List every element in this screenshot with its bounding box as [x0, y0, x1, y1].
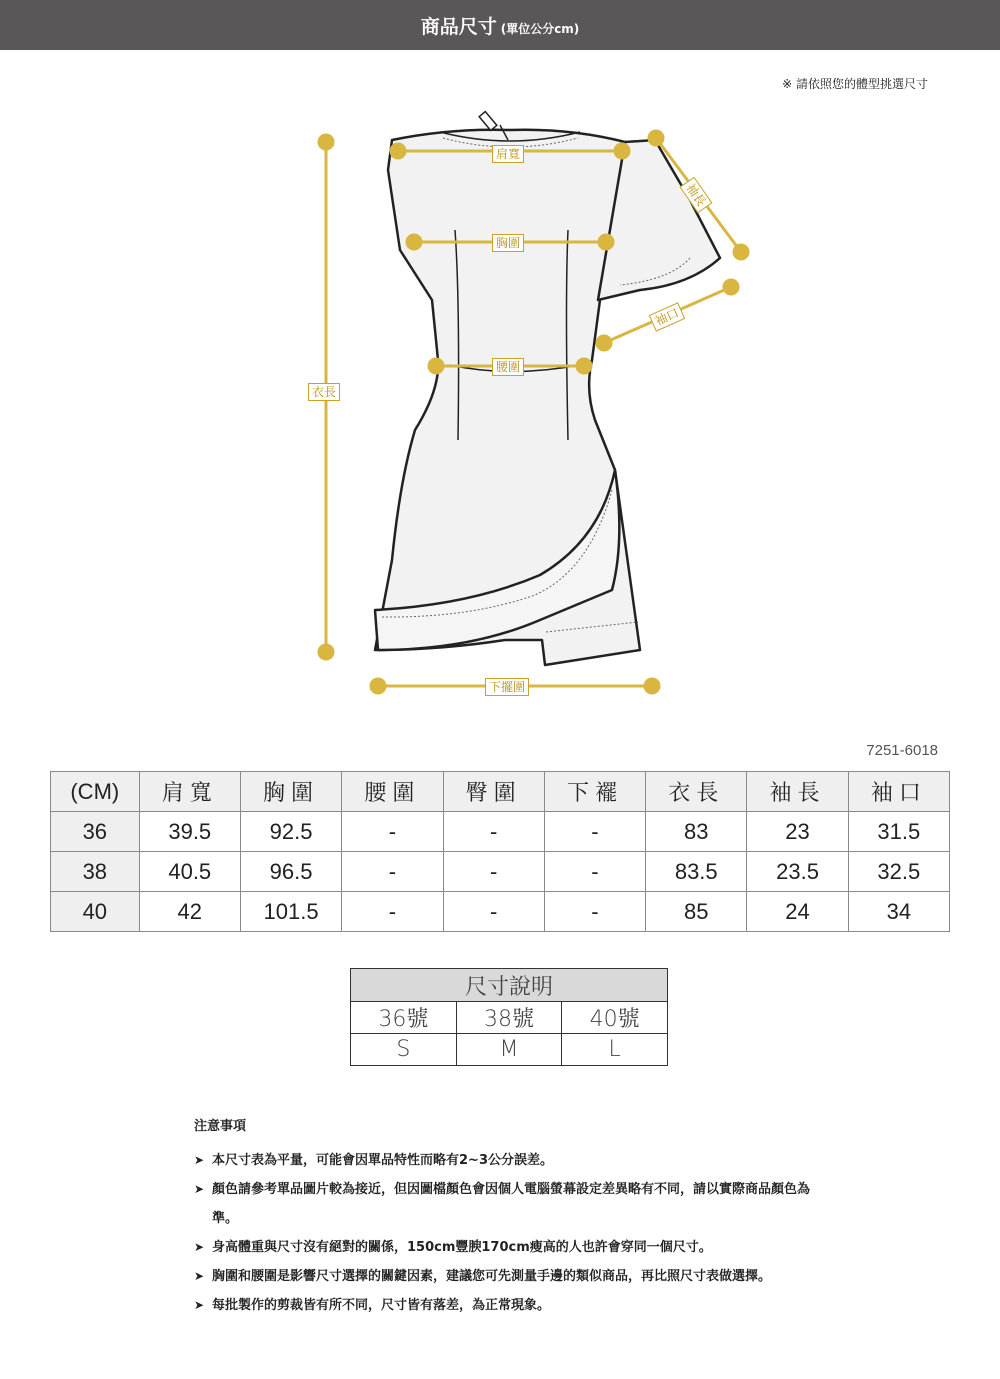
header-title: 商品尺寸 — [420, 16, 497, 38]
size-cell: 36 — [51, 812, 140, 852]
table-cell: 31.5 — [848, 812, 949, 852]
size-letter-cell: S — [351, 1034, 457, 1066]
size-cell: 40 — [51, 892, 140, 932]
size-advice-note: ※ 請依照您的體型挑選尺寸 — [782, 77, 928, 91]
table-row — [51, 812, 950, 852]
note-text: 顏色請參考單品圖片較為接近，但因圖檔顏色會因個人電腦螢幕設定差異略有不同，請以實際商品顏色為準。 — [212, 1182, 811, 1226]
table-cell: - — [443, 852, 544, 892]
table-cell: 96.5 — [240, 852, 341, 892]
table-cell: 42 — [139, 892, 240, 932]
table-cell: - — [443, 892, 544, 932]
table-cell: 40.5 — [139, 852, 240, 892]
product-code: 7251-6018 — [866, 742, 938, 759]
table-cell: 101.5 — [240, 892, 341, 932]
table-cell: - — [342, 812, 443, 852]
arrow-icon: ➤ — [194, 1240, 205, 1254]
arrow-icon: ➤ — [194, 1298, 205, 1312]
list-item — [194, 1291, 814, 1320]
header-cell: 臀圍 — [443, 772, 544, 812]
table-cell: 32.5 — [848, 852, 949, 892]
notes-section — [194, 1115, 814, 1320]
table-cell: 39.5 — [139, 812, 240, 852]
waist-label: 腰圍 — [492, 358, 524, 376]
table-cell: - — [342, 852, 443, 892]
list-item — [194, 1146, 814, 1175]
arrow-icon: ➤ — [194, 1153, 205, 1167]
table-cell: 23 — [747, 812, 848, 852]
note-text: 本尺寸表為平量，可能會因單品特性而略有2~3公分誤差。 — [212, 1153, 553, 1168]
header-cell: 袖長 — [747, 772, 848, 812]
note-text: 每批製作的剪裁皆有所不同，尺寸皆有落差，為正常現象。 — [212, 1298, 551, 1313]
list-item — [194, 1175, 814, 1233]
header-cell: 下襬 — [544, 772, 645, 812]
size-explanation-title: 尺寸說明 — [351, 969, 668, 1002]
table-row — [351, 1002, 668, 1034]
header-unit: (單位公分cm) — [500, 22, 580, 36]
size-number-cell: 40號 — [562, 1002, 668, 1034]
table-row — [351, 1034, 668, 1066]
table-cell: - — [443, 812, 544, 852]
header-cell: 腰圍 — [342, 772, 443, 812]
arrow-icon: ➤ — [194, 1269, 205, 1283]
header-cell: 肩寬 — [139, 772, 240, 812]
size-table — [50, 771, 950, 932]
table-row — [51, 892, 950, 932]
size-explanation-table — [350, 968, 668, 1066]
table-cell: - — [342, 892, 443, 932]
header-cell: 胸圍 — [240, 772, 341, 812]
header-cell: 衣長 — [646, 772, 747, 812]
table-cell: 23.5 — [747, 852, 848, 892]
table-cell: 92.5 — [240, 812, 341, 852]
size-letter-cell: M — [456, 1034, 562, 1066]
note-text: 胸圍和腰圍是影響尺寸選擇的關鍵因素，建議您可先測量手邊的類似商品，再比照尺寸表做選擇。 — [212, 1269, 772, 1284]
list-item — [194, 1262, 814, 1291]
size-number-cell: 38號 — [456, 1002, 562, 1034]
table-row — [51, 852, 950, 892]
size-cell: 38 — [51, 852, 140, 892]
chest-label: 胸圍 — [492, 234, 524, 252]
shoulder-label: 肩寬 — [492, 145, 524, 163]
note-text: 身高體重與尺寸沒有絕對的關係，150cm豐腴170cm瘦高的人也許會穿同一個尺寸。 — [212, 1240, 712, 1255]
table-cell: 24 — [747, 892, 848, 932]
header-cell: 袖口 — [848, 772, 949, 812]
list-item — [194, 1233, 814, 1262]
size-explanation-title-row — [351, 969, 668, 1002]
cuff-label: 袖口 — [649, 302, 686, 331]
length-label: 衣長 — [308, 383, 340, 401]
sleeve-length-label: 袖長 — [679, 177, 712, 214]
size-letter-cell: L — [562, 1034, 668, 1066]
size-number-cell: 36號 — [351, 1002, 457, 1034]
arrow-icon: ➤ — [194, 1182, 205, 1196]
table-cell: - — [544, 892, 645, 932]
notes-title: 注意事項 — [194, 1119, 247, 1134]
table-cell: - — [544, 812, 645, 852]
table-cell: 83.5 — [646, 852, 747, 892]
table-cell: 83 — [646, 812, 747, 852]
header-cell: (CM) — [51, 772, 140, 812]
hem-label: 下擺圍 — [485, 678, 529, 696]
table-cell: 34 — [848, 892, 949, 932]
size-table-header-row — [51, 772, 950, 812]
table-cell: - — [544, 852, 645, 892]
table-cell: 85 — [646, 892, 747, 932]
